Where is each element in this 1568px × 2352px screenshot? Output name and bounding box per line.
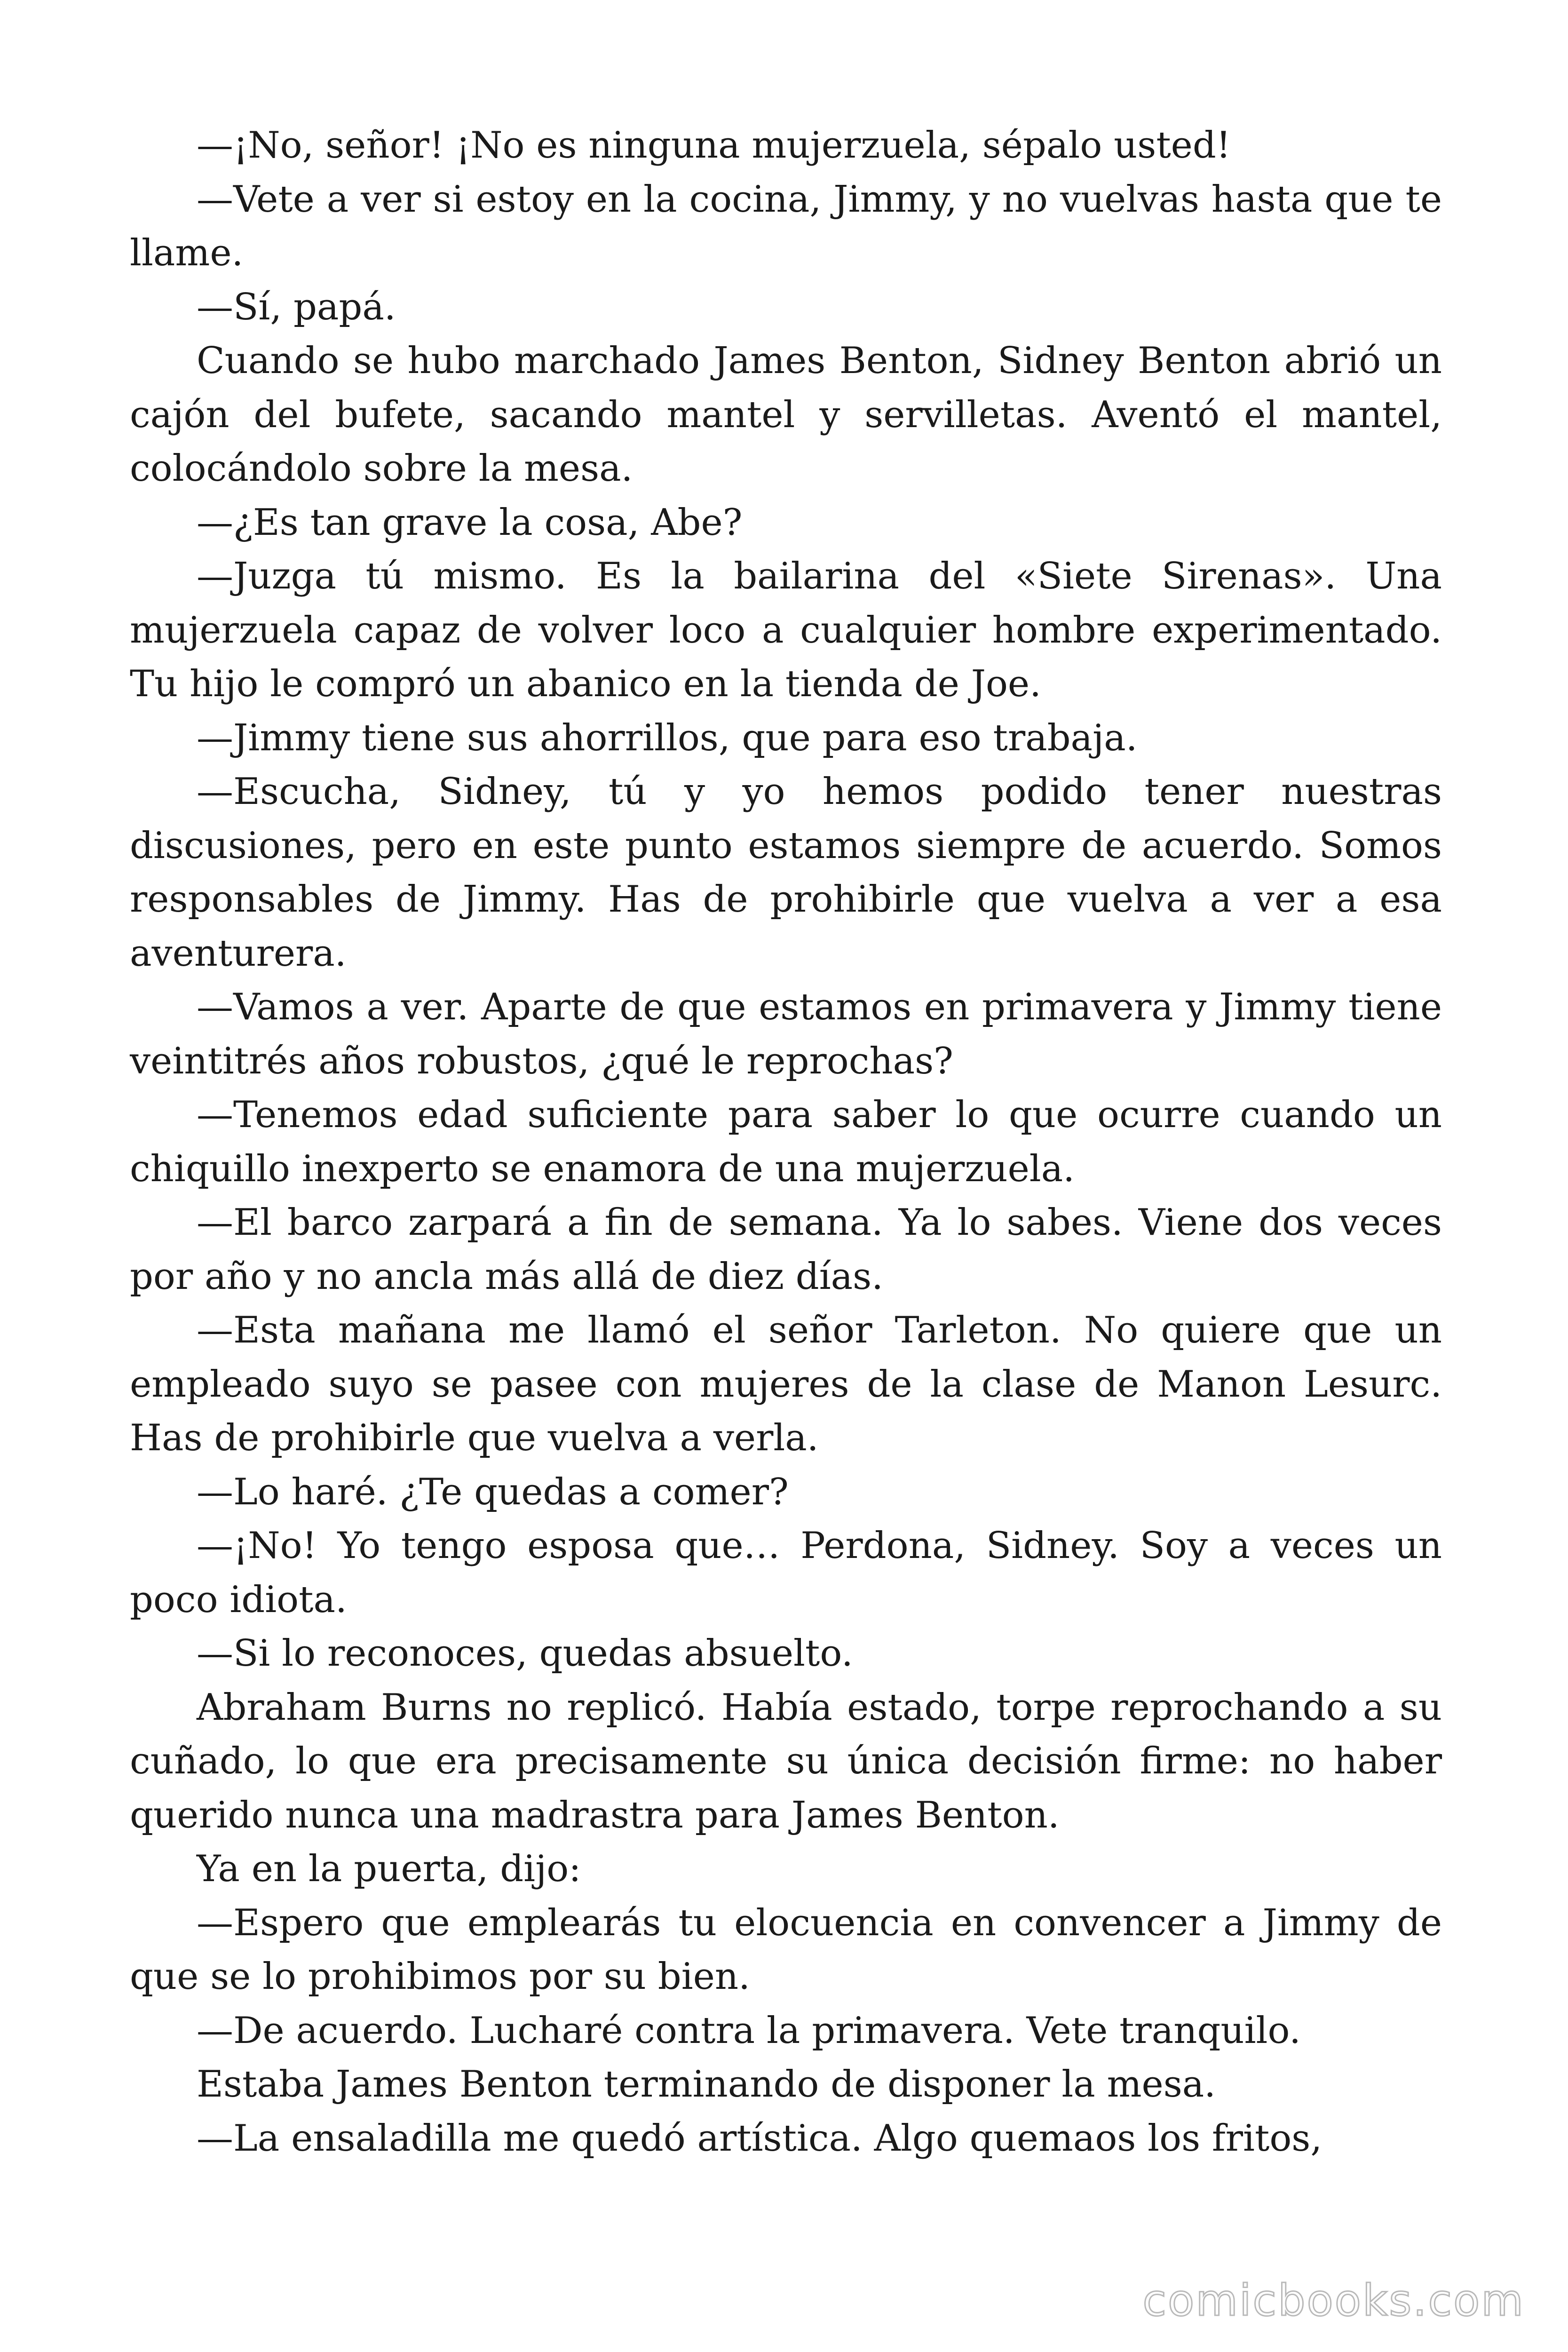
paragraph: —Esta mañana me llamó el señor Tarleton. No quiere que un empleado suyo se pasee con mujeres de la clase de Manon Lesurc. Has de prohibirle que vuelva a verla.	[130, 1309, 1442, 1459]
paragraph: —¡No! Yo tengo esposa que… Perdona, Sidney. Soy a veces un poco idiota.	[130, 1525, 1442, 1621]
paragraph: —Si lo reconoces, quedas absuelto.	[197, 1632, 853, 1675]
paragraph: —¡No, señor! ¡No es ninguna mujerzuela, sépalo usted!	[197, 124, 1231, 167]
paragraph: Estaba James Benton terminando de disponer la mesa.	[197, 2063, 1216, 2106]
paragraph: —Jimmy tiene sus ahorrillos, que para eso trabaja.	[197, 716, 1138, 759]
paragraph: —Vamos a ver. Aparte de que estamos en primavera y Jimmy tiene veintitrés años robustos, ¿qué le reprochas?	[130, 986, 1442, 1082]
page-body-text	[130, 119, 1442, 2165]
paragraph: —Escucha, Sidney, tú y yo hemos podido tener nuestras discusiones, pero en este punto estamos siempre de acuerdo. Somos responsables de Jimmy. Has de prohibirle que vuelva a ver a esa aventurera.	[130, 771, 1442, 975]
paragraph: —De acuerdo. Lucharé contra la primavera. Vete tranquilo.	[197, 2009, 1301, 2052]
paragraph: —Espero que emplearás tu elocuencia en convencer a Jimmy de que se lo prohibimos por su bien.	[130, 1901, 1442, 1998]
paragraph: —Juzga tú mismo. Es la bailarina del «Siete Sirenas». Una mujerzuela capaz de volver loco a cualquier hombre experimentado. Tu hijo le compró un abanico en la tienda de Joe.	[130, 555, 1442, 705]
watermark: comicbooks.com	[1142, 2275, 1525, 2326]
paragraph: —Lo haré. ¿Te quedas a comer?	[197, 1470, 789, 1513]
paragraph: —¿Es tan grave la cosa, Abe?	[197, 501, 743, 544]
paragraph: Abraham Burns no replicó. Había estado, torpe reprochando a su cuñado, lo que era precisamente su única decisión firme: no haber querido nunca una madrastra para James Benton.	[130, 1686, 1442, 1836]
paragraph: —El barco zarpará a fin de semana. Ya lo sabes. Viene dos veces por año y no ancla más allá de diez días.	[130, 1201, 1442, 1298]
paragraph: —La ensaladilla me quedó artística. Algo quemaos los fritos,	[197, 2117, 1323, 2160]
paragraph: Cuando se hubo marchado James Benton, Sidney Benton abrió un cajón del bufete, sacando mantel y servilletas. Aventó el mantel, colocándolo sobre la mesa.	[130, 340, 1442, 490]
paragraph: —Vete a ver si estoy en la cocina, Jimmy, y no vuelvas hasta que te llame.	[130, 178, 1442, 274]
paragraph: —Tenemos edad suficiente para saber lo que ocurre cuando un chiquillo inexperto se enamora de una mujerzuela.	[130, 1094, 1442, 1190]
paragraph: —Sí, papá.	[197, 286, 396, 328]
paragraph: Ya en la puerta, dijo:	[197, 1848, 581, 1890]
